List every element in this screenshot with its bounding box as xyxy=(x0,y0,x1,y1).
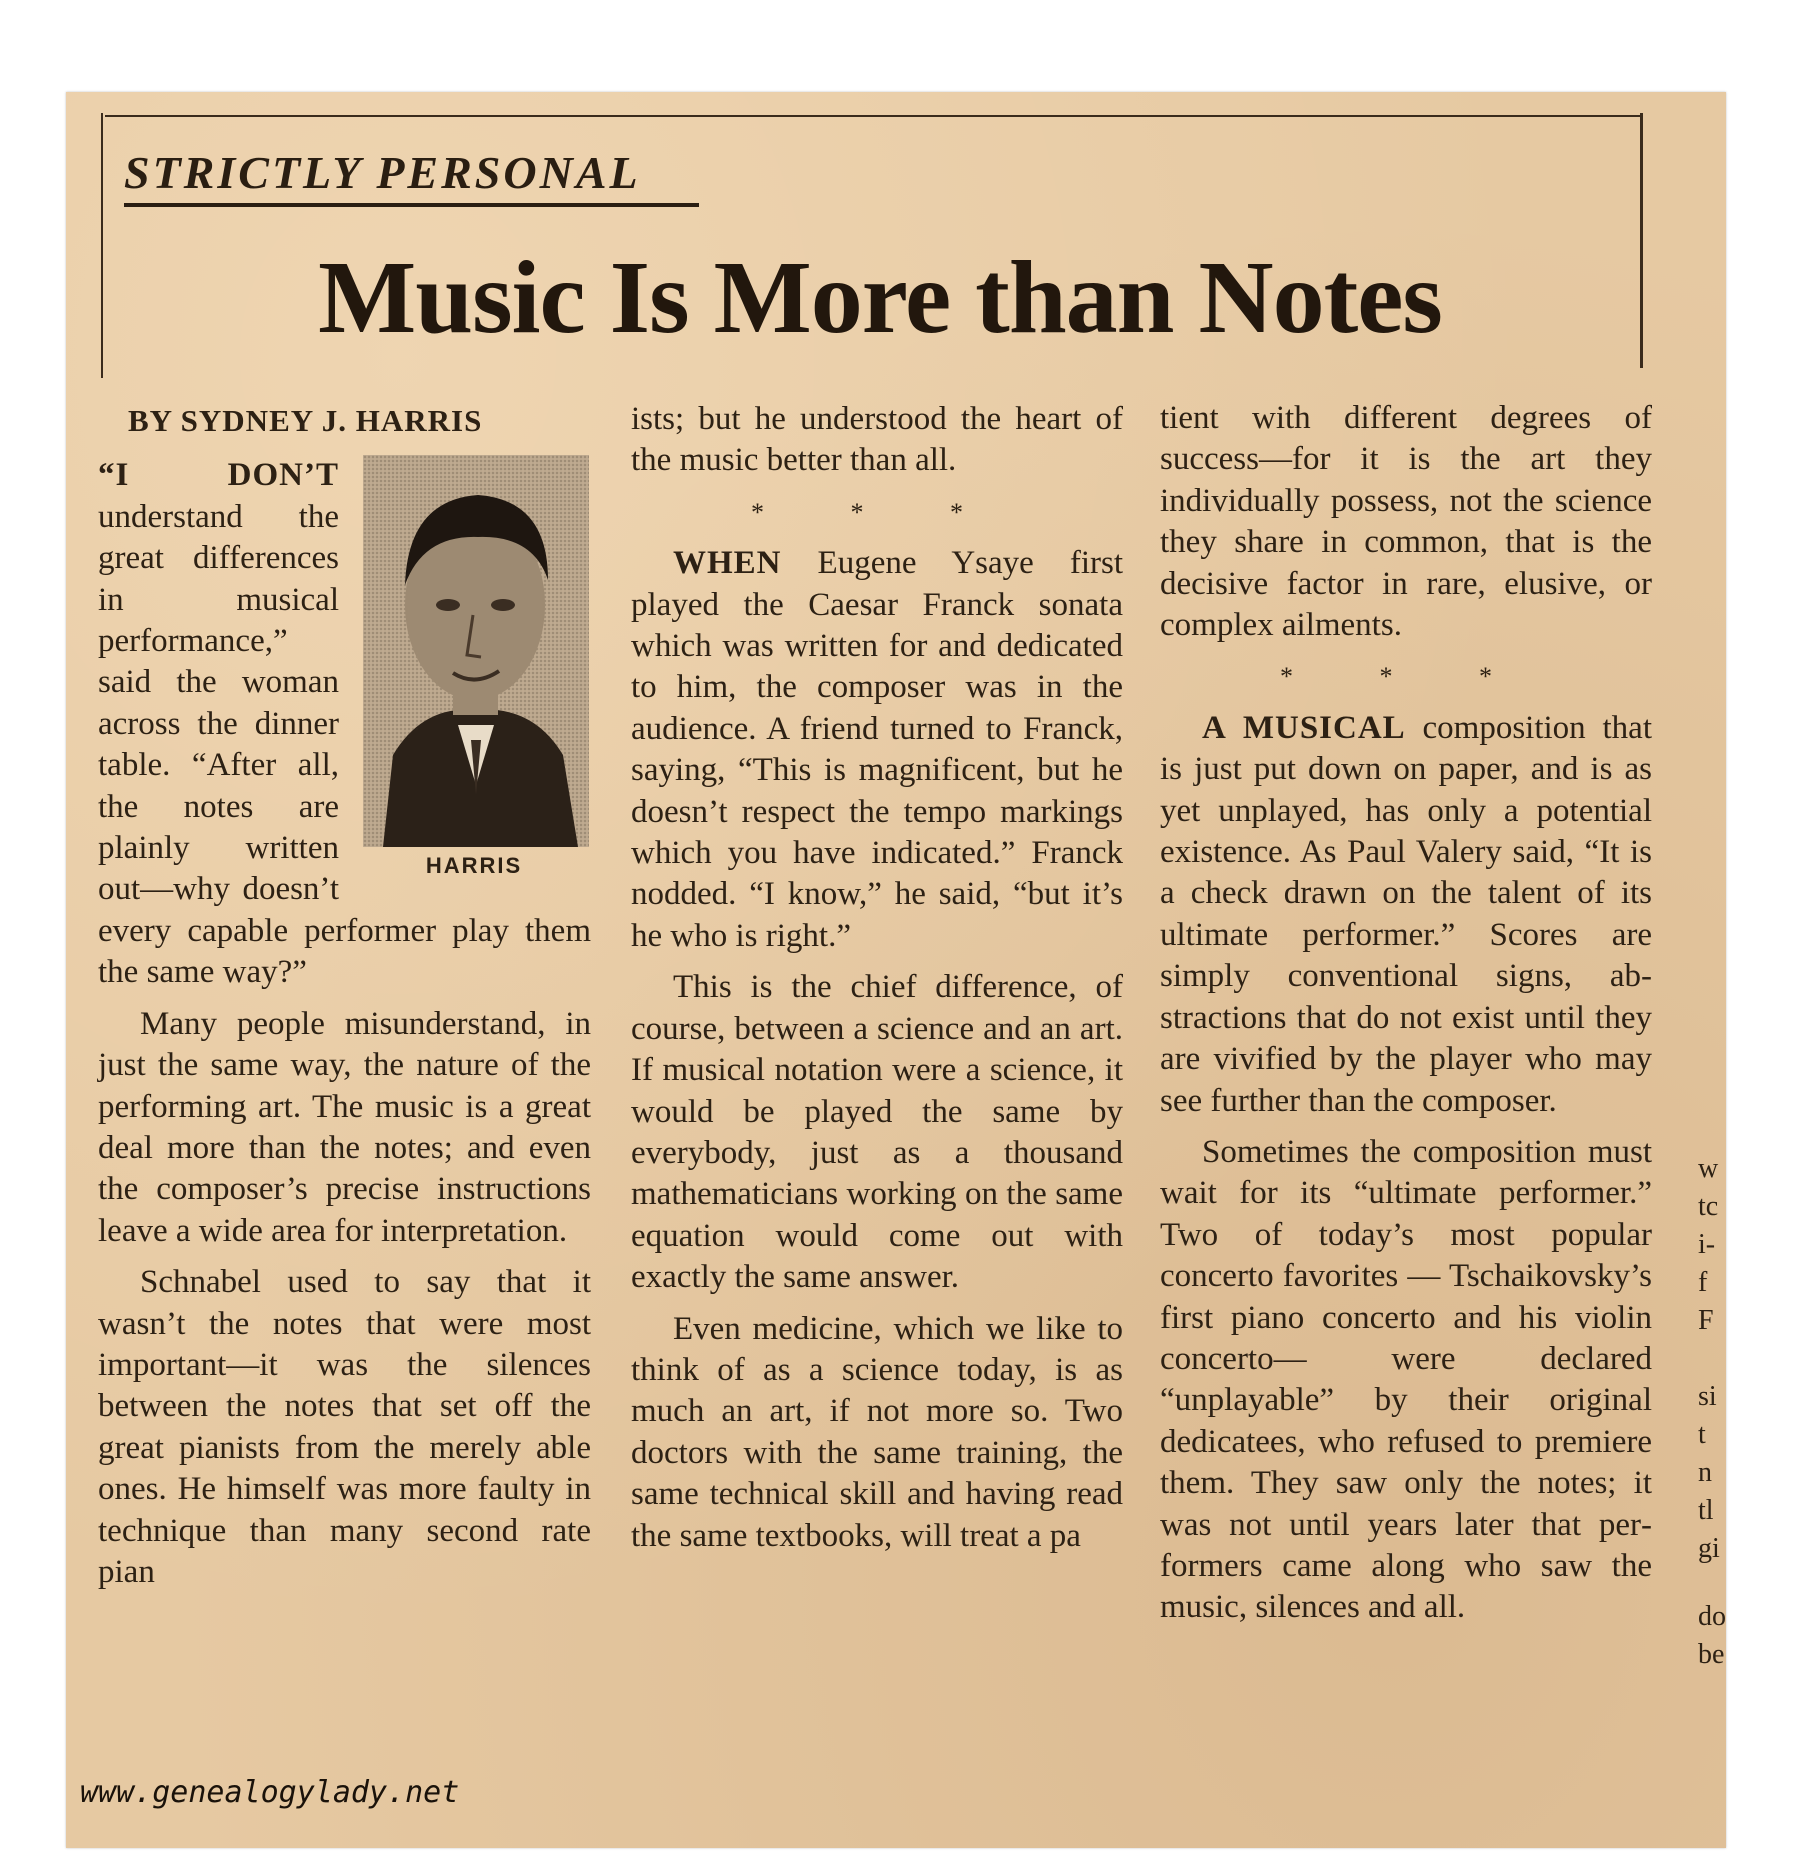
paragraph xyxy=(631,543,1123,957)
headline: Music Is More than Notes xyxy=(318,240,1442,355)
fragment-line: be xyxy=(1698,1639,1725,1670)
paragraph: Schnabel used to say that it wasn’t the notes that were most important—it was the silences between the notes that set off the great pianists from the merely able ones. He himself was more faulty in technique than many second rate pian xyxy=(98,1264,591,1590)
fragment-line: gi xyxy=(1698,1533,1720,1564)
column-label: STRICTLY PERSONAL xyxy=(124,147,641,198)
paragraph: This is the chief difference, of course, between a science and an art. If musical notation were a science, it would be played the same by everybody, just as a thousand mathematicians working on the same equation would come out with exactly the same answer. xyxy=(631,969,1123,1296)
fragment-line: w xyxy=(1698,1153,1719,1184)
paragraph: tient with different degrees of success—for it is the art they individually possess, not the science they share in common, that is the decisive factor in rare, elusive, or complex ailments. xyxy=(1160,400,1652,644)
paragraph xyxy=(1160,708,1652,1122)
frame-rule-right xyxy=(1640,113,1643,368)
paragraph-lead: A MUSICAL xyxy=(1202,709,1406,746)
paragraph-lead: WHEN xyxy=(673,545,782,582)
author-photo-block xyxy=(357,455,591,879)
portrait-illustration xyxy=(363,455,589,847)
paragraph: ists; but he understood the heart of the music better than all. xyxy=(631,401,1123,479)
byline: BY SYDNEY J. HARRIS xyxy=(128,403,483,438)
fragment-line: t xyxy=(1698,1419,1706,1450)
author-photo xyxy=(363,455,589,847)
paragraph: Even medicine, which we like to think of as a science today, is as much an art, if not more so. Two doctors with the same training, the same technical skill and having read the same textbooks, will treat a pa xyxy=(631,1310,1123,1554)
column-label-underline xyxy=(124,203,699,207)
watermark: www.genealogylady.net xyxy=(80,1775,460,1810)
paragraph-text: understand the great differences in musical performance,” said the woman across the dinner table. “After all, the notes are plainly written out—why doesn’t every capable performer play them the same way?” xyxy=(98,498,591,991)
article-column-1 xyxy=(98,400,591,1603)
fragment-line: i- xyxy=(1698,1229,1716,1260)
paragraph: Sometimes the composition must wait for its “ultimate performer.” Two of today’s most popular concerto favorites — Tschaikovsky’s first piano concerto and his violin concerto— were declared “unplayable” by their original dedicatees, who refused to premiere them. They saw only the notes; it was not until years later that performers came along who saw the music, silences and all. xyxy=(1160,1133,1652,1626)
fragment-line: si xyxy=(1698,1381,1717,1412)
paragraph-lead: “I DON’T xyxy=(98,457,339,494)
fragment-line: n xyxy=(1698,1457,1712,1488)
fragment-line: tc xyxy=(1698,1191,1719,1222)
fragment-line: do xyxy=(1698,1601,1726,1632)
paragraph-text: composition that is just put down on paper, and is as yet unplayed, has only a potential existence. As Paul Valery said, “It is a check drawn on the talent of its ultimate performer.” Scores are simply conventional signs, abstractions that do not exist until they are vivified by the player who may see further than the composer. xyxy=(1160,709,1652,1119)
fragment-line: f xyxy=(1698,1267,1708,1298)
frame-rule-top xyxy=(105,115,1640,117)
paragraph-text: Eugene Ysaye first played the Caesar Franck sonata which was written for and dedicated to him, the composer was in the audience. A friend turned to Franck, saying, “This is magnificent, but he doesn’t respect the tempo markings which you have indicated.” Franck nodded. “I know,” he said, “but it’s he who is right.” xyxy=(631,545,1123,954)
article-column-2 xyxy=(631,399,1123,1567)
section-break: * * * xyxy=(1280,662,1532,692)
paragraph: Many people misunderstand, in just the same way, the nature of the performing art. The music is a great deal more than the notes; and even the composer’s precise instructions leave a wide area for interpretation. xyxy=(98,1005,591,1249)
frame-rule-left xyxy=(101,113,103,378)
section-break: * * * xyxy=(751,497,1003,527)
photo-caption: HARRIS xyxy=(425,853,523,879)
fragment-line: tl xyxy=(1698,1495,1714,1526)
article-column-3 xyxy=(1160,398,1652,1639)
fragment-line: F xyxy=(1698,1305,1714,1336)
adjacent-column-fragment xyxy=(1698,470,1738,1670)
